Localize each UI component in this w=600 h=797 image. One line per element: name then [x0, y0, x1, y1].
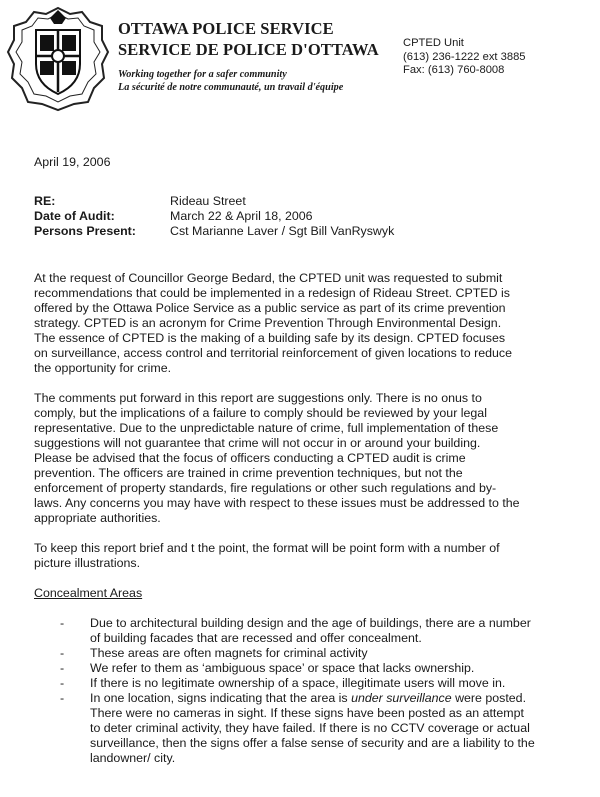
paragraph-format	[34, 541, 590, 571]
text-line: to deter criminal activity, they have failed. If there is no CCTV coverage or actual	[90, 721, 530, 735]
text-line: Please be advised that the focus of officers conducting a CPTED audit is crime	[34, 451, 466, 465]
text-line: laws. Any concerns you may have with respect to these issues must be addressed to the	[34, 496, 520, 510]
text-line	[90, 691, 590, 706]
bullet-dash: -	[60, 616, 65, 630]
list-item	[60, 646, 590, 661]
unit-phone: (613) 236-1222 ext 3885	[403, 50, 526, 63]
text-line: of building facades that are recessed and offer concealment.	[90, 631, 422, 645]
list-item	[60, 661, 590, 676]
text-line: landowner/ city.	[90, 751, 176, 765]
text-line: the opportunity for crime.	[34, 361, 172, 375]
re-block	[34, 194, 394, 239]
text-line: The essence of CPTED is the making of a building safe by its design. CPTED focuses	[34, 331, 506, 345]
text-line: enforcement of property standards, fire regulations or other such regulations and by-	[34, 481, 497, 495]
re-label: Date of Audit:	[34, 209, 115, 223]
list-item	[60, 676, 590, 691]
text-line: surveillance, then the signs offer a false sense of security and are a liability to the	[90, 736, 535, 750]
text-line: suggestions will not guarantee that crime will not occur in or around your building.	[34, 436, 481, 450]
text-line: picture illustrations.	[34, 556, 141, 570]
text-line: These areas are often magnets for criminal activity	[90, 646, 368, 660]
concealment-bullet-list	[34, 616, 590, 766]
emphasis-text: under surveillance	[351, 691, 452, 705]
ottawa-police-crest-logo	[6, 6, 110, 112]
tagline-english: Working together for a safer community	[118, 69, 287, 80]
re-row	[34, 194, 394, 209]
bullet-dash: -	[60, 676, 65, 690]
text-line: recommendations that could be implemented in a redesign of Rideau Street. CPTED is	[34, 286, 510, 300]
re-value: March 22 & April 18, 2006	[170, 209, 313, 223]
text-run: were posted.	[451, 691, 527, 705]
re-row	[34, 209, 394, 224]
paragraph-disclaimer	[34, 391, 590, 526]
bullet-dash: -	[60, 646, 65, 660]
paragraph-intro	[34, 271, 590, 376]
text-line: To keep this report brief and t the point, the format will be point form with a number of	[34, 541, 500, 555]
list-item	[60, 691, 590, 766]
unit-name: CPTED Unit	[403, 37, 464, 49]
tagline-french: La sécurité de notre communauté, un travail d'équipe	[118, 82, 344, 93]
text-line: strategy. CPTED is an acronym for Crime Prevention Through Environmental Design.	[34, 316, 502, 330]
re-value: Rideau Street	[170, 194, 246, 208]
letter-date: April 19, 2006	[34, 155, 111, 169]
letterhead	[118, 18, 379, 94]
text-line: If there is no legitimate ownership of a space, illegitimate users will move in.	[90, 676, 506, 690]
unit-contact	[403, 37, 526, 78]
re-label: Persons Present:	[34, 224, 136, 238]
bullet-dash: -	[60, 691, 65, 705]
unit-fax: Fax: (613) 760-8008	[403, 64, 505, 77]
text-line: At the request of Councillor George Bedard, the CPTED unit was requested to submit	[34, 271, 503, 285]
text-line: representative. Due to the unpredictable nature of crime, full implementation of these	[34, 421, 499, 435]
re-value: Cst Marianne Laver / Sgt Bill VanRyswyk	[170, 224, 395, 238]
re-row	[34, 224, 394, 239]
text-run: In one location, signs indicating that the area is	[90, 691, 352, 705]
text-line: prevention. The officers are trained in crime prevention techniques, but not the	[34, 466, 463, 480]
text-line: We refer to them as ‘ambiguous space’ or space that lacks ownership.	[90, 661, 475, 675]
text-line: There were no cameras in sight. If these signs have been posted as an attempt	[90, 706, 524, 720]
re-label: RE:	[34, 194, 56, 208]
text-line: The comments put forward in this report are suggestions only. There is no onus to	[34, 391, 482, 405]
text-line: appropriate authorities.	[34, 511, 161, 525]
org-name-english: OTTAWA POLICE SERVICE	[118, 19, 334, 38]
text-line: on surveillance, access control and territorial reinforcement of given locations to reduce	[34, 346, 512, 360]
letter-body	[34, 271, 590, 766]
text-line: offered by the Ottawa Police Service as a public service as part of its crime prevention	[34, 301, 506, 315]
section-heading-concealment: Concealment Areas	[34, 586, 143, 600]
org-name-french: SERVICE DE POLICE D'OTTAWA	[118, 40, 379, 59]
text-line: comply, but the implications of a failure to comply should be reviewed by your legal	[34, 406, 487, 420]
text-line: Due to architectural building design and the age of buildings, there are a number	[90, 616, 531, 630]
list-item	[60, 616, 590, 646]
bullet-dash: -	[60, 661, 65, 675]
